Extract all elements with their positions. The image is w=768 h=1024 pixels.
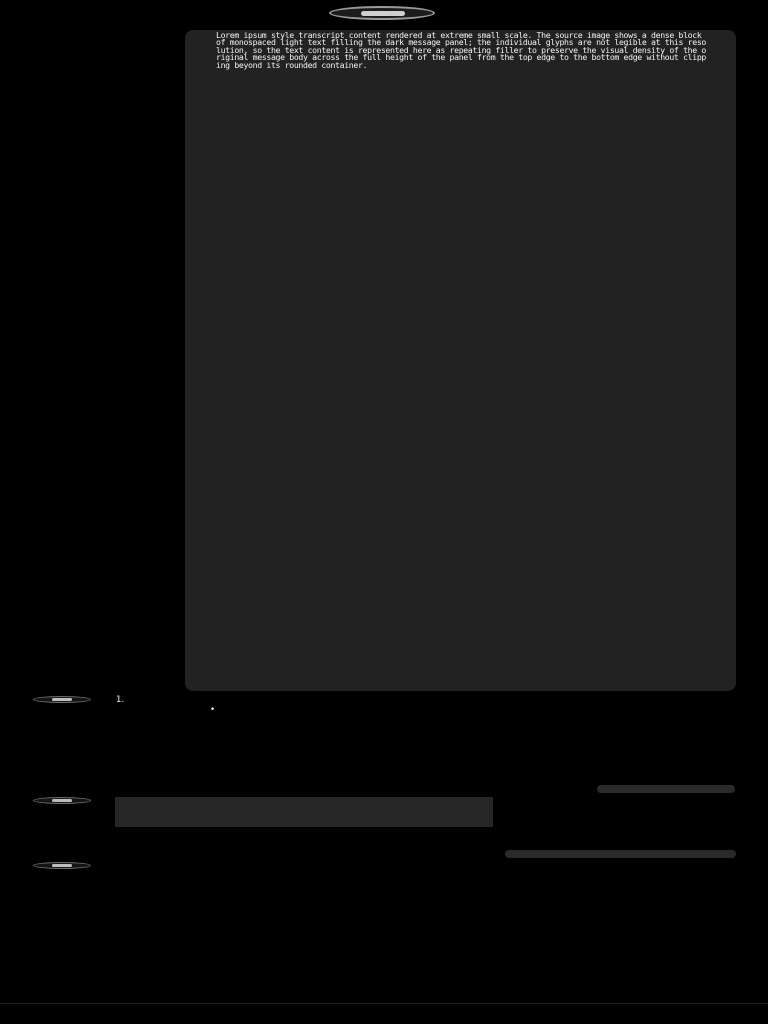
- avatar-mark: [52, 799, 72, 802]
- message-bubble: [185, 30, 736, 691]
- assistant-avatar: [33, 862, 91, 869]
- assistant-response: [116, 829, 710, 849]
- code-block: [115, 797, 493, 827]
- footer-divider: [0, 1003, 768, 1004]
- assistant-response: [116, 861, 710, 993]
- assistant-avatar: [33, 797, 91, 804]
- user-message-pill: [597, 785, 735, 793]
- model-selector-label: [361, 11, 405, 16]
- list-item: 1.: [116, 695, 125, 705]
- avatar-mark: [52, 698, 72, 701]
- model-selector[interactable]: [329, 6, 435, 20]
- avatar-mark: [52, 864, 72, 867]
- assistant-response: [116, 695, 710, 785]
- user-message-pill: [505, 850, 736, 858]
- list-subitem: •: [210, 704, 216, 715]
- message-body: Lorem ipsum style transcript content rendered at extreme small scale. The source image shows a dense block of monospaced light text filling the dark message panel; the individual glyphs are not legible at this resolution, so the text content is represented here as repeating filler to preserve the visual density of the original message body across the full height of the panel from the top edge to the bottom edge without clipping beyond its rounded container.: [216, 32, 706, 70]
- assistant-avatar: [33, 696, 91, 703]
